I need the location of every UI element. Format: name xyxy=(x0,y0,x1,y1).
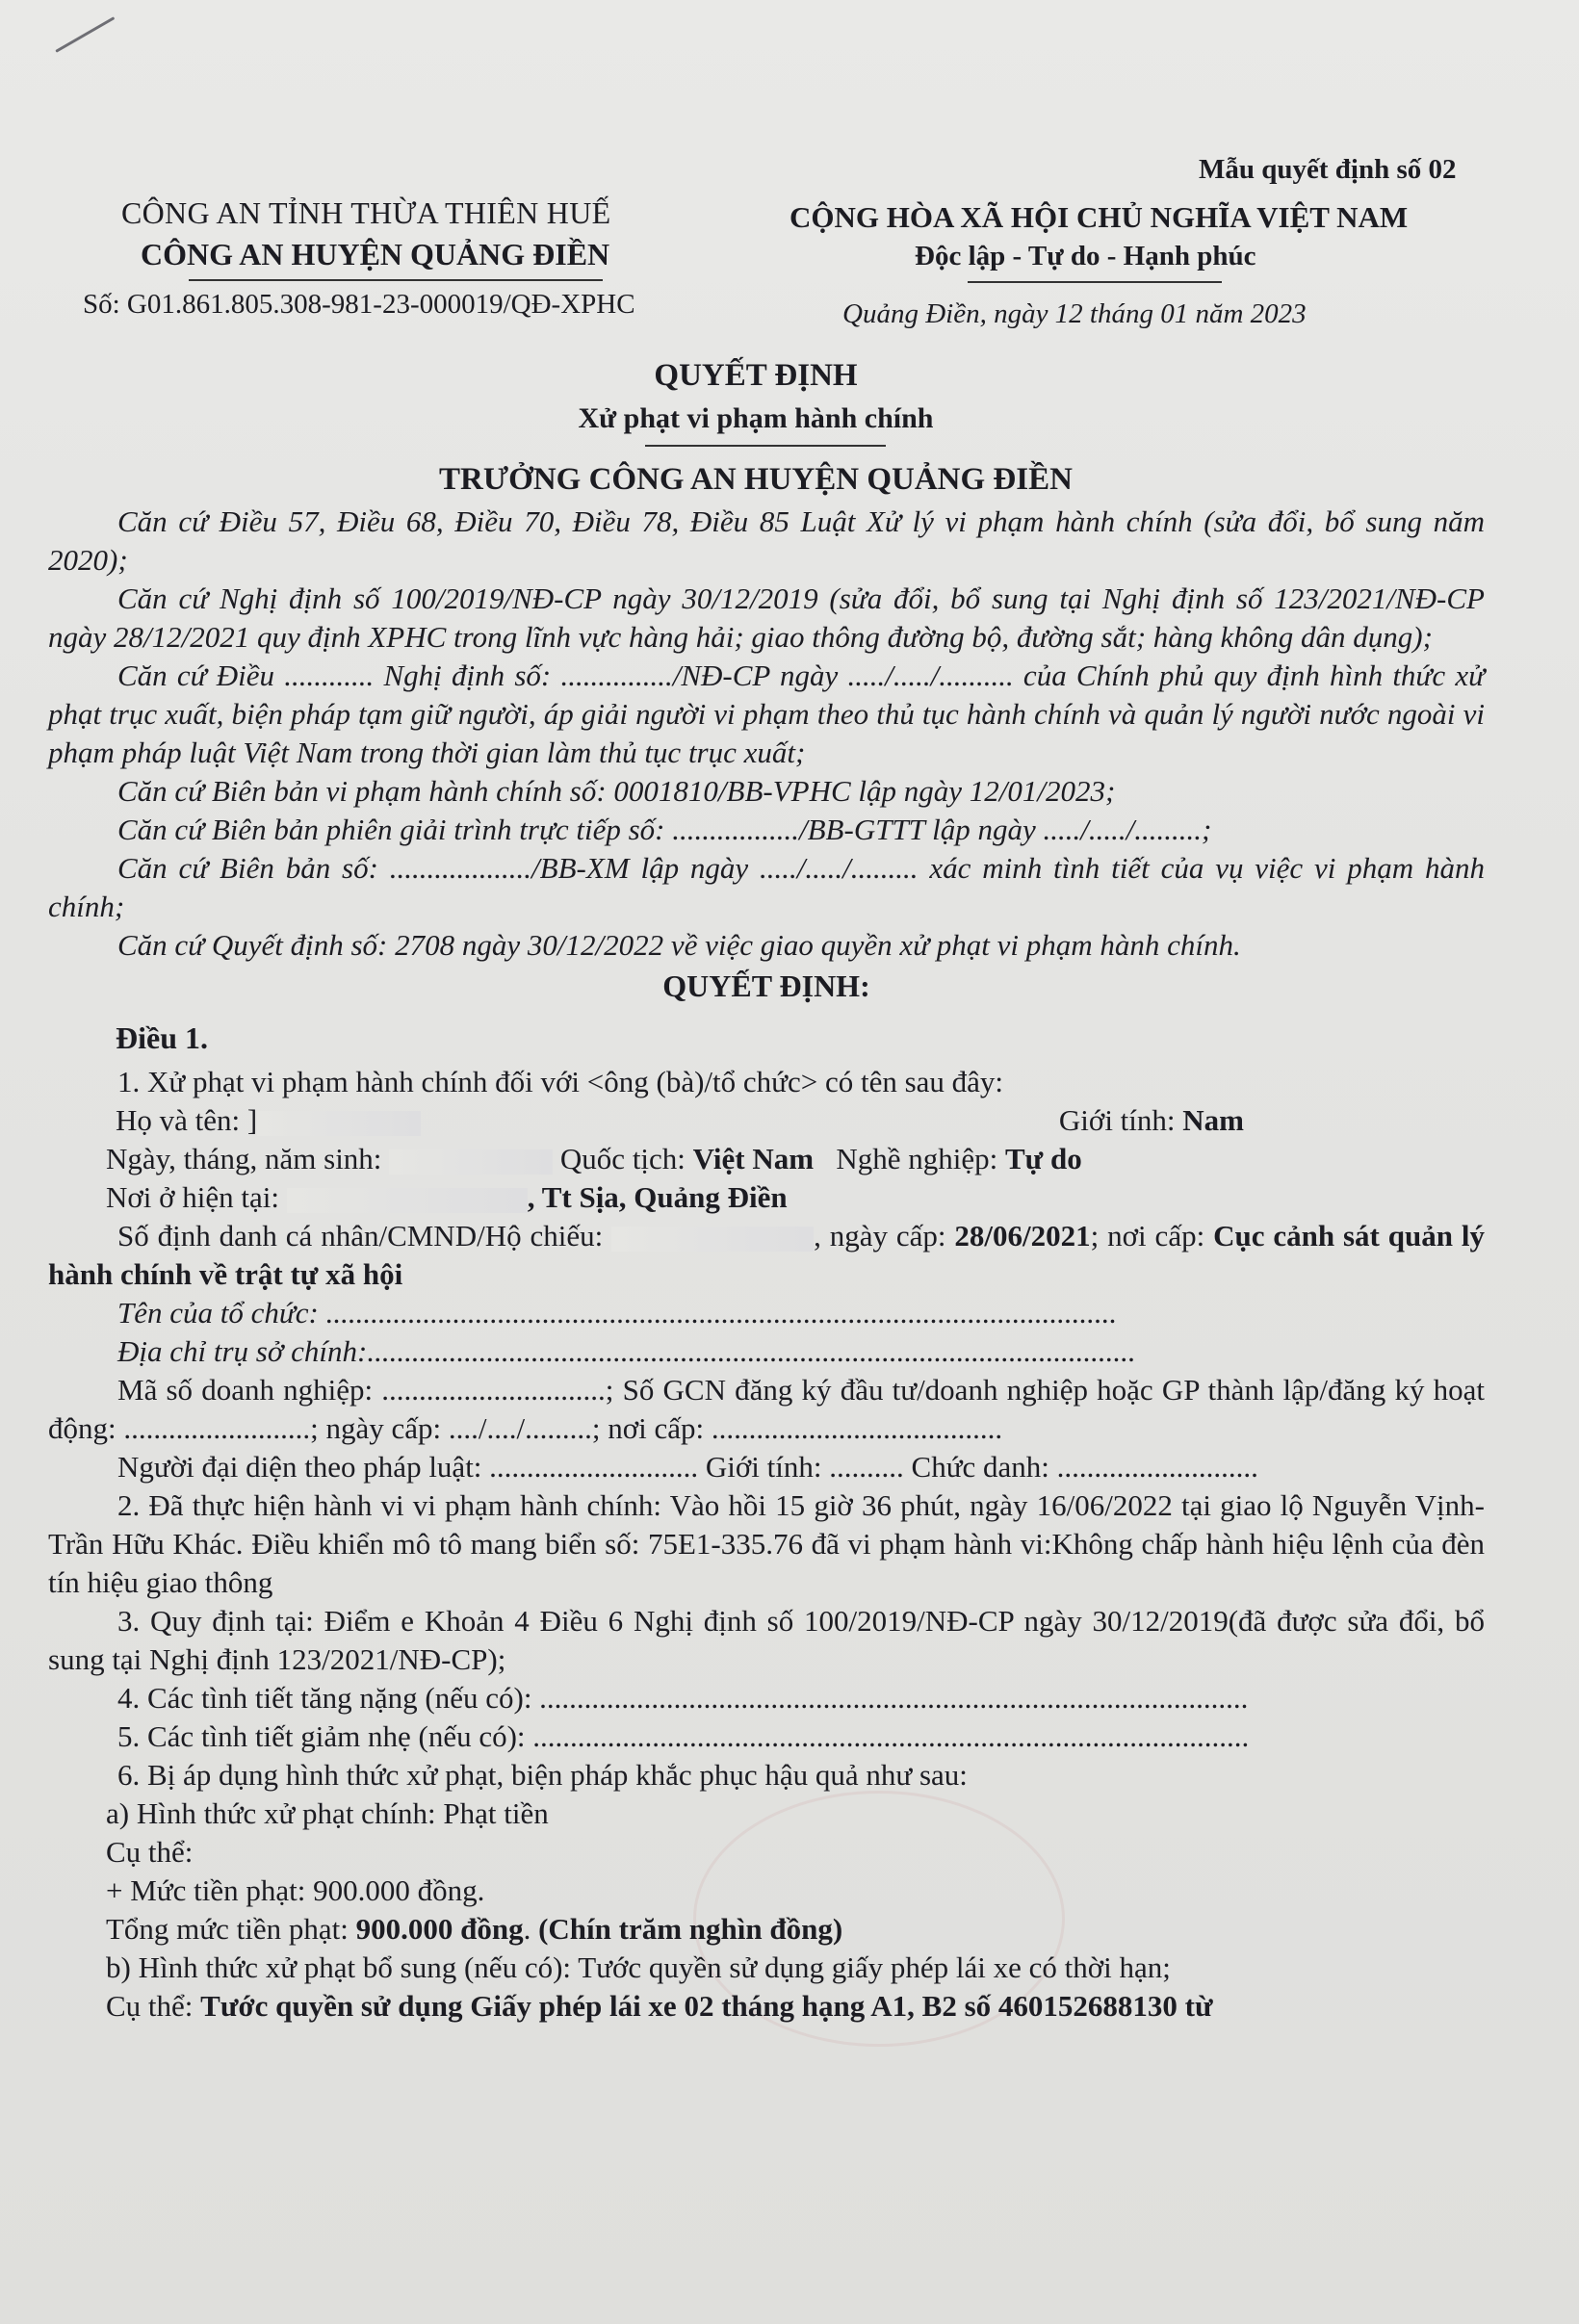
org-name-row: Tên của tổ chức: .......................................................................................................... xyxy=(117,1296,1118,1330)
total-words: (Chín trăm nghìn đồng) xyxy=(538,1912,843,1946)
job-label: Nghề nghiệp: xyxy=(836,1142,1005,1175)
job-value: Tự do xyxy=(1004,1142,1082,1175)
item-5: 5. Các tình tiết giảm nhẹ (nếu có): ................................................................................................ xyxy=(117,1719,1250,1753)
basis-3: Căn cứ Điều ............ Nghị định số: .............../NĐ-CP ngày ...../...../.......... của Chính phủ quy định hình thức xử phạt trục xuất, biện pháp tạm giữ người, áp giải người vi phạm theo thủ tục hành chính và quản lý người nước ngoài vi phạm pháp luật Việt Nam trong thời gian làm thủ tục trục xuất; xyxy=(48,658,1485,769)
article-label: Điều 1. xyxy=(116,1020,208,1055)
item-6a: a) Hình thức xử phạt chính: Phạt tiền xyxy=(106,1796,549,1830)
fine-level: + Mức tiền phạt: 900.000 đồng. xyxy=(106,1873,485,1907)
basis-2: Căn cứ Nghị định số 100/2019/NĐ-CP ngày 30/12/2019 (sửa đổi, bổ sung tại Nghị định số 123/2021/NĐ-CP ngày 28/12/2021 quy định XPHC trong lĩnh vực hàng hải; giao thông đường bộ, đường sắt; hàng không dân dụng); xyxy=(48,581,1485,654)
representative-row: Người đại diện theo pháp luật: ............................ Giới tính: .......... Chức danh: ........................... xyxy=(117,1450,1258,1484)
specific-label: Cụ thể: xyxy=(106,1835,194,1869)
id-date-label: , ngày cấp: xyxy=(814,1219,955,1252)
motto: Độc lập - Tự do - Hạnh phúc xyxy=(915,241,1256,271)
subtitle-underline xyxy=(645,445,886,447)
org-address-row: Địa chỉ trụ sở chính:....................................................................................................... xyxy=(117,1334,1136,1368)
specific2-row xyxy=(48,1987,1485,2026)
motto-underline xyxy=(968,281,1222,283)
name-label: Họ và tên: ] xyxy=(116,1103,258,1137)
address-row xyxy=(48,1178,1485,1217)
redacted-dob xyxy=(389,1149,553,1175)
form-number: Mẫu quyết định số 02 xyxy=(1199,154,1457,185)
issuer-title: TRƯỞNG CÔNG AN HUYỆN QUẢNG ĐIỀN xyxy=(439,462,1073,497)
decision-heading: QUYẾT ĐỊNH: xyxy=(662,968,870,1003)
id-label: Số định danh cá nhân/CMND/Hộ chiếu: xyxy=(117,1219,604,1252)
address-value: , Tt Sịa, Quảng Điền xyxy=(527,1180,788,1214)
document-body xyxy=(48,503,1485,2026)
basis-1: Căn cứ Điều 57, Điều 68, Điều 70, Điều 78, Điều 85 Luật Xử lý vi phạm hành chính (sửa đổi, bổ sung năm 2020); xyxy=(48,504,1485,577)
gender-value: Nam xyxy=(1182,1103,1244,1137)
gender-label: Giới tính: xyxy=(1058,1103,1183,1137)
basis-6: Căn cứ Biên bản số: .................../BB-XM lập ngày ...../...../......... xác minh tình tiết của vụ việc vi phạm hành chính; xyxy=(48,851,1485,923)
specific2-value: Tước quyền sử dụng Giấy phép lái xe 02 tháng hạng A1, B2 số 460152688130 từ xyxy=(200,1989,1213,2023)
specific2-label: Cụ thể: xyxy=(106,1989,201,2023)
id-place-value: Cục cảnh sát quản lý hành chính về trật tự xã hội xyxy=(48,1219,1485,1291)
item-6b: b) Hình thức xử phạt bổ sung (nếu có): Tước quyền sử dụng giấy phép lái xe có thời hạn; xyxy=(106,1950,1171,1984)
redacted-address xyxy=(287,1188,528,1213)
item-6: 6. Bị áp dụng hình thức xử phạt, biện pháp khắc phục hậu quả như sau: xyxy=(117,1758,968,1792)
total-value: 900.000 đồng xyxy=(355,1912,524,1946)
org-underline xyxy=(189,279,603,281)
basis-4: Căn cứ Biên bản vi phạm hành chính số: 0001810/BB-VPHC lập ngày 12/01/2023; xyxy=(117,774,1116,808)
pencil-mark xyxy=(55,16,115,53)
item-3: 3. Quy định tại: Điểm e Khoản 4 Điều 6 Nghị định số 100/2019/NĐ-CP ngày 30/12/2019(đã được sửa đổi, bổ sung tại Nghị định 123/2021/NĐ-CP); xyxy=(48,1604,1485,1676)
nation-name: CỘNG HÒA XÃ HỘI CHỦ NGHĨA VIỆT NAM xyxy=(790,200,1409,234)
item-1: 1. Xử phạt vi phạm hành chính đối với <ông (bà)/tổ chức> có tên sau đây: xyxy=(117,1065,1004,1098)
id-date-value: 28/06/2021 xyxy=(954,1219,1091,1252)
basis-7: Căn cứ Quyết định số: 2708 ngày 30/12/2022 về việc giao quyền xử phạt vi phạm hành chính. xyxy=(117,928,1241,962)
place-date: Quảng Điền, ngày 12 tháng 01 năm 2023 xyxy=(842,298,1307,329)
nationality-label: Quốc tịch: xyxy=(559,1142,693,1175)
redacted-id xyxy=(611,1227,814,1252)
redacted-name xyxy=(257,1111,421,1136)
basis-5: Căn cứ Biên bản phiên giải trình trực tiếp số: ................./BB-GTTT lập ngày ...../...../.........; xyxy=(117,813,1212,846)
id-place-label: ; nơi cấp: xyxy=(1090,1219,1214,1252)
address-label: Nơi ở hiện tại: xyxy=(106,1180,280,1214)
total-label: Tổng mức tiền phạt: xyxy=(106,1912,356,1946)
enterprise-row: Mã số doanh nghiệp: ..............................; Số GCN đăng ký đầu tư/doanh nghiệp hoặc GP thành lập/đăng ký hoạt động: .........................; ngày cấp: ..../..../.........; nơi cấp: ....................................... xyxy=(48,1373,1485,1445)
total-row: Tổng mức tiền phạt: 900.000 đồng. (Chín trăm nghìn đồng) xyxy=(106,1912,843,1946)
id-row xyxy=(48,1217,1485,1294)
item-4: 4. Các tình tiết tăng nặng (nếu có): ............................................................................................... xyxy=(117,1681,1249,1715)
item-2: 2. Đã thực hiện hành vi vi phạm hành chính: Vào hồi 15 giờ 36 phút, ngày 16/06/2022 tại giao lộ Nguyễn Vịnh- Trần Hữu Khác. Điều khiển mô tô mang biển số: 75E1-335.76 đã vi phạm hành vi:Không chấp hành hiệu lệnh của đèn tín hiệu giao thông xyxy=(48,1488,1485,1599)
nationality-value: Việt Nam xyxy=(692,1142,815,1175)
org-unit: CÔNG AN HUYỆN QUẢNG ĐIỀN xyxy=(141,237,610,271)
decision-title: QUYẾT ĐỊNH xyxy=(654,358,858,393)
decision-subtitle: Xử phạt vi phạm hành chính xyxy=(578,402,934,434)
dob-label: Ngày, tháng, năm sinh: xyxy=(106,1142,382,1175)
name-row xyxy=(48,1101,1485,1140)
org-parent: CÔNG AN TỈNH THỪA THIÊN HUẾ xyxy=(121,195,611,230)
dob-row xyxy=(48,1140,1485,1178)
doc-number: Số: G01.861.805.308-981-23-000019/QĐ-XPHC xyxy=(83,289,635,320)
